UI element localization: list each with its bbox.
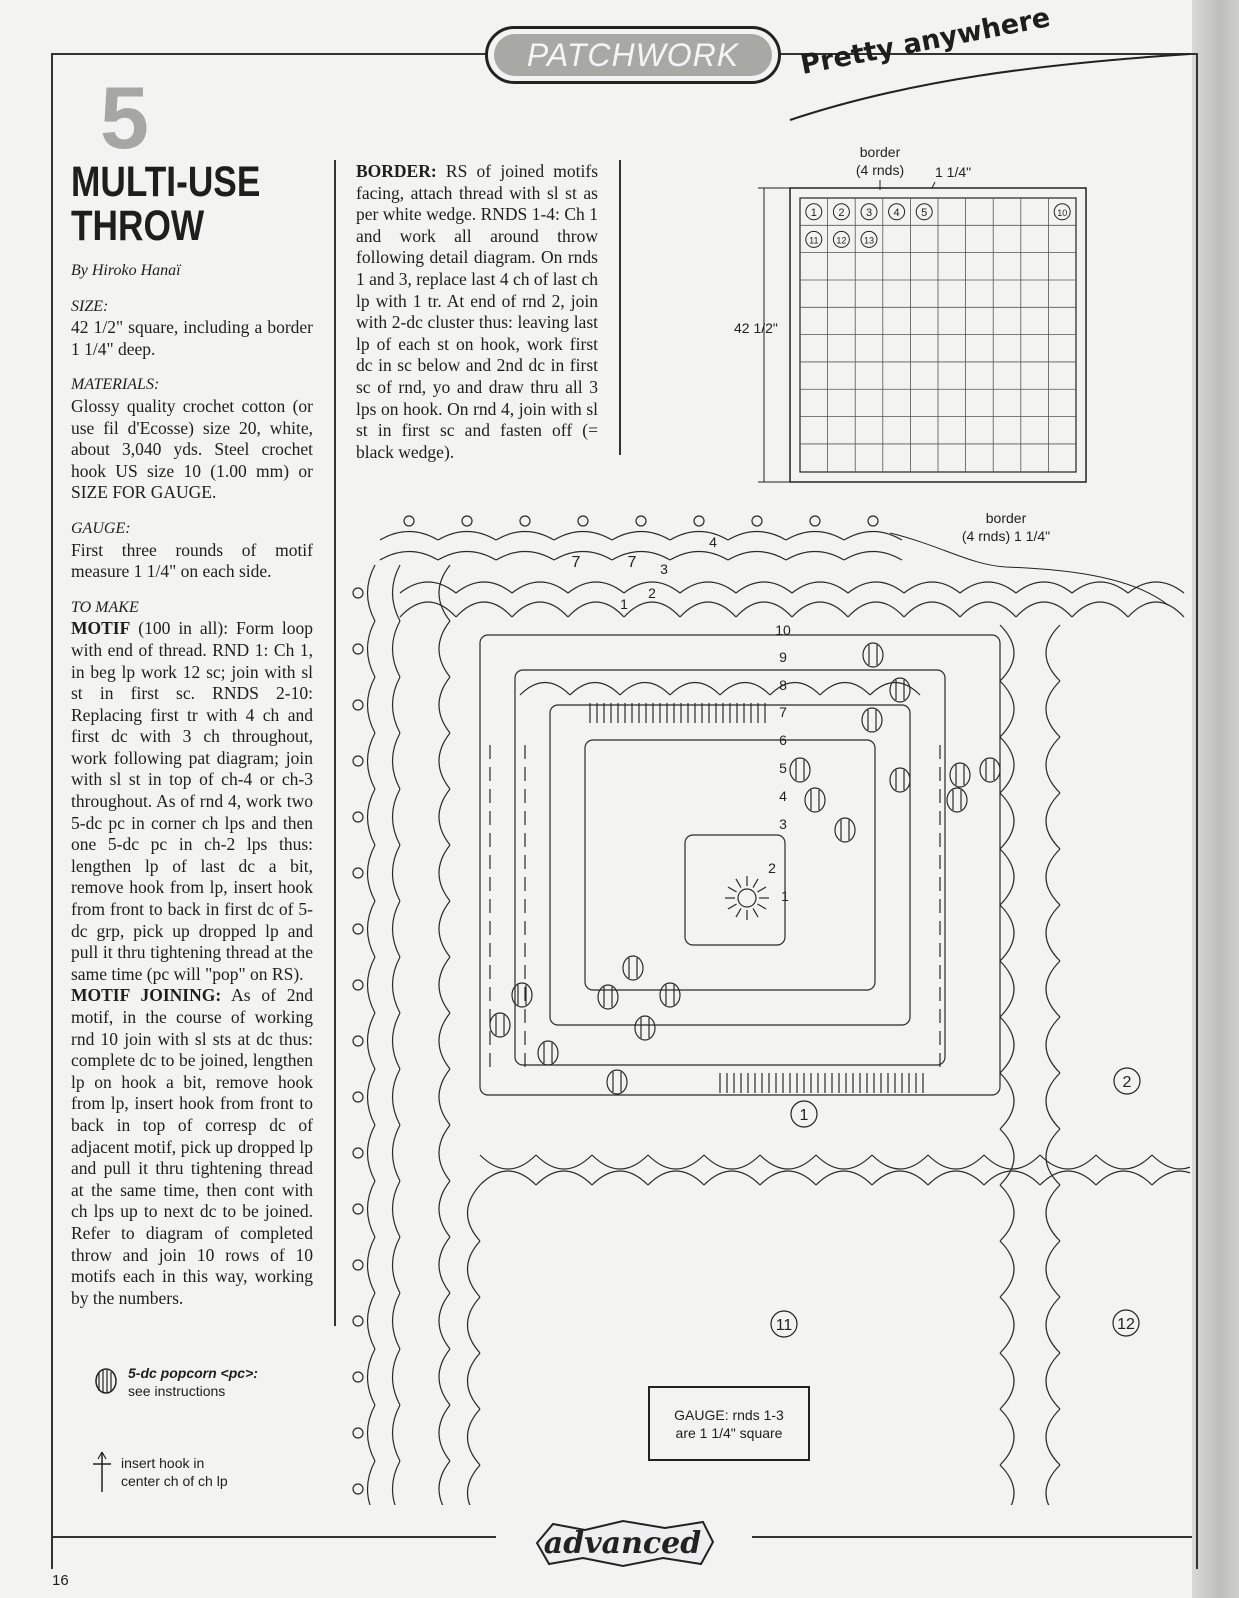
pattern-title [71,160,284,248]
gauge-note [648,1386,810,1461]
round-number: 3 [779,816,787,832]
column-divider [334,160,336,1326]
section-title: PATCHWORK [494,34,772,76]
title-line-2: THROW [71,202,205,250]
detail-diagram [340,505,1190,1505]
section-banner [485,26,781,84]
popcorn-name: 5-dc popcorn <pc>: [128,1365,258,1381]
popcorn-legend [128,1364,258,1400]
round-number: 7 [779,704,787,720]
motif-paragraph [71,618,313,985]
schematic-number: 13 [863,235,875,246]
schematic-number: 2 [838,206,845,219]
round-number: 2 [768,860,776,876]
loop-count: 7 [627,554,637,571]
round-number: 10 [775,622,791,638]
throw-schematic [720,140,1100,500]
gauge-text: First three rounds of motif measure 1 1/4" on each side. [71,539,313,582]
motif-label: 1 [799,1107,809,1124]
byline: By Hiroko Hanaï [71,262,181,279]
schematic-side-label: 42 1/2" [734,320,778,336]
schematic-number: 10 [1057,207,1068,218]
border-round-number: 1 [620,596,628,612]
round-number: 8 [779,677,787,693]
popcorn-icon [93,1367,121,1397]
pattern-number: 5 [100,68,149,167]
schematic-number: 11 [809,235,819,246]
detail-border-rnds: (4 rnds) 1 1/4" [961,528,1051,544]
motif-label: 12 [1117,1316,1135,1333]
schematic-number: 12 [836,235,847,246]
title-line-1: MULTI-USE [71,158,261,206]
schematic-border-label: border [859,144,901,160]
gauge-label: GAUGE: [71,519,131,537]
materials-label: MATERIALS: [71,376,160,394]
detail-border-label: border [985,510,1027,526]
materials-text: Glossy quality crochet cotton (or use fil d'Ecosse) size 20, white, about 3,040 yds. Steel crochet hook US size 10 (1.00 mm) or SIZE FOR GAUGE. [71,395,313,503]
tagline: Pretty anywhere [798,2,1053,82]
book-spine [1192,0,1239,1598]
round-number: 1 [781,888,789,904]
joining-head: MOTIF JOINING: [71,985,222,1006]
footer-rule-right [752,1536,1192,1538]
schematic-number: 4 [893,206,900,219]
joining-text: As of 2nd motif, in the course of working rnd 10 join with sl sts at dc thus: complete dc to be joined, lengthen lp on hook a bit, remove hook from lp, insert hook from front to back in top of corresp dc of adjacent motif, pick up dropped lp and pull it thru tightening thread at the same time, then cont with ch lps up to next dc to be joined. Refer to diagram of completed throw and join 10 rows of 10 motifs each in this way, working by the numbers. [71,985,313,1308]
round-number: 6 [779,732,787,748]
level-badge [525,1518,720,1568]
size-text: 42 1/2" square, including a border 1 1/4" deep. [71,317,313,359]
schematic-number: 1 [810,206,817,219]
border-round-number: 3 [660,561,668,577]
loop-count: 7 [571,554,581,571]
size-label: SIZE: [71,297,109,315]
hook-line-2: center ch of ch lp [121,1473,228,1489]
level-text: advanced [543,1526,702,1561]
page-number: 16 [52,1572,69,1589]
insert-hook-icon [90,1450,114,1494]
schematic-number: 3 [865,206,873,219]
border-head: BORDER: [356,161,437,181]
joining-paragraph [71,985,313,1309]
round-number: 4 [779,788,787,804]
motif-text: (100 in all): Form loop with end of thread. RND 1: Ch 1, in beg lp work 12 sc; join with sl st in first sc. RNDS 2-10: Replacing first tr with 4 ch and first dc with 3 ch throughout, work following pat diagram; join with sl st in top of ch-4 or ch-3 throughout. As of rnd 4, work two 5-dc pc in corner ch lps and then one 5-dc pc in ch-2 lps thus: lengthen lp of last dc a bit, remove hook from lp, insert hook from front to back in first dc of 5-dc grp, pick up dropped lp and pull it thru tightening thread at the same time (pc will "pop" on RS). [71,618,314,984]
round-number: 9 [779,649,787,665]
instructions-column [71,260,313,1309]
border-round-number: 4 [709,534,717,550]
gauge-line-2: are 1 1/4" square [675,1424,783,1441]
border-instructions [356,161,598,463]
hook-line-1: insert hook in [121,1455,205,1471]
insert-hook-legend [121,1454,228,1490]
round-number: 5 [779,760,787,776]
border-paragraph [356,161,598,463]
motif-head: MOTIF [71,618,131,639]
schematic-number: 5 [921,206,928,219]
schematic-border-rnds: (4 rnds) [855,162,905,178]
border-text-divider [619,160,621,455]
border-round-number: 2 [648,585,656,601]
to-make-label: TO MAKE [71,598,139,616]
gauge-line-1: GAUGE: rnds 1-3 [674,1406,784,1423]
schematic-border-width: 1 1/4" [935,164,972,180]
popcorn-desc: see instructions [128,1383,226,1399]
footer-rule-left [51,1536,496,1538]
motif-label: 11 [775,1317,793,1334]
border-text: RS of joined motifs facing, attach thread with sl st as per white wedge. RNDS 1-4: Ch 1 and work all around throw following detail diagram. On rnds 1 and 3, replace last 4 ch of last ch lp with 1 tr. At end of rnd 2, join with 2-dc cluster thus: leaving last lp of each st on hook, work first dc in sc below and 2nd dc in first sc of rnd, yo and draw thru all 3 lps on hook. On rnd 4, join with sl st in first sc and fasten off (= black wedge). [356,161,599,462]
motif-label: 2 [1122,1074,1132,1091]
